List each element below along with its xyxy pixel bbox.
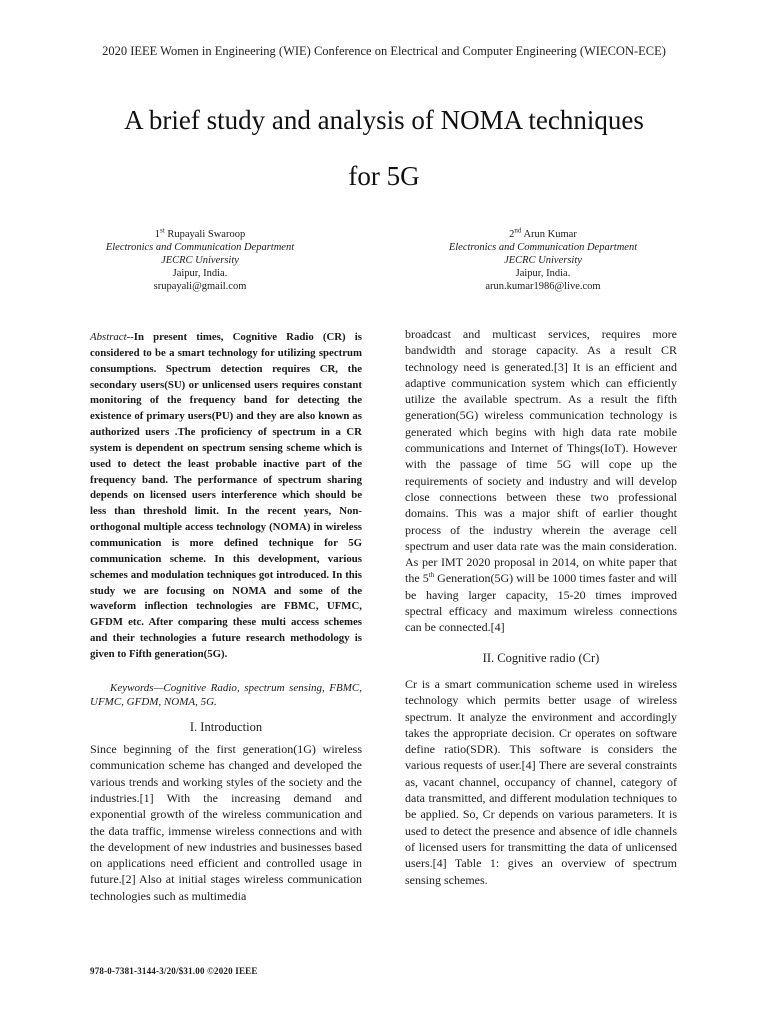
- left-column: [90, 330, 362, 904]
- continuation-text-a: broadcast and multicast services, requires more bandwidth and storage capacity. As a result CR technology need is generated.[3] It is an efficient and adaptive communication system which can efficiently utilize the available spectrum. As a result the fifth generation(5G) wireless communication technology is generated which begins with high data rate mobile communications and Internet of Things(IoT). However with the passage of time 5G will cope up the requirements of society and industry and will develop close connections between these two professional domains. This was a major shift of earlier thought process of the industry wherein the average cell spectrum and user data rate was the main consideration. As per IMT 2020 proposal in 2014, on white paper that the 5: [405, 327, 677, 586]
- author-ordinal-suffix: nd: [514, 226, 522, 235]
- title-line-2: for 5G: [348, 161, 420, 191]
- title-line-1: A brief study and analysis of NOMA techniques: [124, 105, 644, 135]
- introduction-continuation: [405, 326, 677, 636]
- paper-title: [60, 92, 708, 204]
- author-university: JECRC University: [161, 255, 239, 266]
- author-name: [35, 228, 365, 241]
- conference-header: 2020 IEEE Women in Engineering (WIE) Conference on Electrical and Computer Engineering (WIECON-ECE): [102, 44, 666, 58]
- copyright-footer: 978-0-7381-3144-3/20/$31.00 ©2020 IEEE: [90, 966, 258, 976]
- ordinal-superscript: th: [428, 571, 435, 580]
- abstract-label: Abstract--: [90, 331, 134, 343]
- section-heading-cognitive-radio: II. Cognitive radio (Cr): [482, 650, 600, 665]
- author-name-text: Arun Kumar: [523, 229, 577, 240]
- author-name-text: Rupayali Swaroop: [167, 229, 246, 240]
- author-email[interactable]: arun.kumar1986@live.com: [485, 281, 601, 292]
- author-department: Electronics and Communication Department: [105, 242, 295, 253]
- section-heading-introduction: I. Introduction: [189, 719, 263, 734]
- cognitive-radio-text: Cr is a smart communication scheme used in wireless technology which permits better usage of wireless spectrum. It analyze the environment and accordingly takes the appropriate decision. Cr operates on software define ratio(SDR). This software is considers the various requests of user.[4] There are several constraints as, vacant channel, occupancy of channel, category of data transmitted, and different modulation techniques to be applied. So, Cr depends on various parameters. It is used to detect the presence and absence of idle channels of licensed users for transmitting the data of unlicensed users.[4] Table 1: gives an overview of spectrum sensing schemes.: [405, 676, 677, 887]
- author-city: Jaipur, India.: [172, 268, 228, 279]
- introduction-text: Since beginning of the first generation(1G) wireless communication scheme has changed and developed the various trends and working styles of the society and the industries.[1] With the increasing demand and exponential growth of the wireless communication and the data traffic, immense wireless connections and with the development of new industries and businesses based on applications need efficient and controlled usage in future.[2] Also at initial stages wireless communication technologies such as multimedia: [90, 742, 362, 903]
- author-ordinal: 1: [154, 229, 161, 240]
- continuation-text-b: Generation(5G) will be 1000 times faster and will be having larger capacity, 15-20 times improved spectral efficacy and maximum wireless connections can be connected.[4]: [405, 571, 677, 635]
- author-department: Electronics and Communication Department: [448, 242, 638, 253]
- author-university: JECRC University: [504, 255, 582, 266]
- author-city: Jaipur, India.: [515, 268, 571, 279]
- author-ordinal: 2: [509, 229, 515, 240]
- author-name: [378, 228, 708, 241]
- keywords: Keywords—Cognitive Radio, spectrum sensing, FBMC, UFMC, GFDM, NOMA, 5G.: [90, 681, 362, 708]
- author-email[interactable]: srupayali@gmail.com: [153, 281, 247, 292]
- author-block-1: [35, 228, 365, 293]
- abstract: [90, 330, 362, 663]
- right-column: [405, 326, 677, 888]
- abstract-text: In present times, Cognitive Radio (CR) is considered to be a smart technology for utilizing spectrum consumptions. Spectrum detection requires CR, the secondary users(SU) or unlicensed users requires constant monitoring of the frequency band for detecting the existence of primary users(PU) and they are also known as authorized users .The proficiency of spectrum in a CR system is dependent on spectrum sensing scheme which is used to detect the least probable inactive part of the frequency band. The performance of spectrum sharing depends on licensed users interference which should be less than threshold limit. In the recent years, Non-orthogonal multiple access technology (NOMA) in wireless communication is more defined technique for 5G communication scheme. In this development, various schemes and modulation techniques got introduced. In this study we are focusing on NOMA and some of the waveform inflection technologies are FBMC, UFMC, GFDM etc. After comparing these multi access schemes and their technologies a future research methodology is given to Fifth generation(5G).: [90, 331, 362, 660]
- author-block-2: [378, 228, 708, 293]
- author-ordinal-suffix: st: [160, 226, 165, 235]
